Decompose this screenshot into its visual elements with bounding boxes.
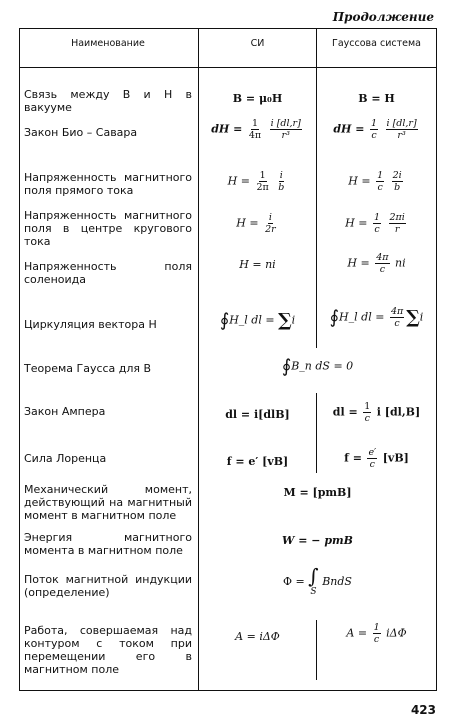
formula-si-13: A = iΔΦ <box>235 630 280 643</box>
numerator: 1 <box>373 622 380 633</box>
rhs: i [dl,B] <box>376 405 421 419</box>
formula-si-3 <box>199 170 316 193</box>
column-header-gauss: Гауссова система <box>332 38 421 49</box>
numerator: 4π <box>390 306 404 317</box>
row-name-1: Связь между B и H в вакууме <box>24 88 192 114</box>
contour-integral-icon: ∮ <box>329 307 340 328</box>
denominator: c <box>377 182 383 193</box>
numerator: 4π <box>376 252 389 263</box>
formula-si-1: B = μ₀H <box>232 92 283 105</box>
formula-gauss-5 <box>317 252 436 275</box>
table-left-rule <box>19 28 20 691</box>
numerator: i <box>279 170 283 181</box>
denominator: c <box>394 318 400 329</box>
table-top-rule <box>19 28 436 29</box>
running-header: Продолжение <box>332 10 434 24</box>
denominator: c <box>374 224 380 235</box>
denominator: r <box>394 224 400 235</box>
denominator: 4π <box>248 130 262 141</box>
row-name-13: Работа, совершаемая над контуром с током при перемещении его в магнитном поле <box>24 624 192 676</box>
table-header-rule <box>19 67 436 68</box>
row-name-12: Поток магнитной индукции (определение) <box>24 573 192 599</box>
denominator: b <box>394 182 401 193</box>
denominator: c <box>379 264 386 275</box>
row-name-11: Энергия магнитного момента в магнитном поле <box>24 531 192 557</box>
denominator: 2π <box>256 182 269 193</box>
denominator: c <box>369 459 375 470</box>
formula-12 <box>199 566 436 598</box>
table-right-rule <box>436 28 437 691</box>
lhs: dl = <box>332 405 358 419</box>
formula-10: M = [pmB] <box>283 486 352 499</box>
numerator: 1 <box>251 118 259 129</box>
numerator: e′ <box>368 447 377 458</box>
formula-7 <box>199 356 436 377</box>
formula-gauss-13 <box>317 622 436 645</box>
row-name-4: Напряженность магнитного поля в центре кругового тока <box>24 209 192 248</box>
lhs: H = <box>348 174 371 188</box>
row-name-10: Механический момент, действующий на магнитный момент в магнитном поле <box>24 483 192 522</box>
integrand: H_l dl = <box>229 313 275 327</box>
formula-gauss-4 <box>317 212 436 235</box>
formula-gauss-6 <box>317 306 436 329</box>
formula-si-4 <box>199 212 316 235</box>
lhs: H = <box>347 256 370 270</box>
numerator: 1 <box>377 170 384 181</box>
integral-icon: ∫ <box>308 564 319 588</box>
integrand: H_l dl = <box>339 310 385 324</box>
formula-11: W = − pmB <box>282 534 353 547</box>
formula-si-6 <box>199 310 316 331</box>
table-bottom-rule <box>19 690 436 691</box>
denominator: c <box>364 413 370 424</box>
integral-subscript: S <box>310 587 317 597</box>
formula-si-2 <box>199 118 316 141</box>
rhs: i <box>291 313 296 327</box>
row-name-7: Теорема Гаусса для B <box>24 362 152 375</box>
row-name-3: Напряженность магнитного поля прямого тока <box>24 171 192 197</box>
formula-si-5: H = ni <box>239 258 276 271</box>
formula-gauss-2 <box>317 118 436 141</box>
numerator: i <box>268 212 272 223</box>
numerator: 1 <box>364 401 371 412</box>
numerator: i [dl,r] <box>386 118 417 129</box>
numerator: 2πi <box>389 212 405 223</box>
row-name-5: Напряженность поля соленоида <box>24 260 192 286</box>
numerator: i [dl,r] <box>270 118 301 129</box>
contour-integral-icon: ∮ <box>219 310 230 331</box>
formula-gauss-9 <box>317 447 436 470</box>
lhs: dH = <box>333 122 365 136</box>
numerator: 1 <box>370 118 378 129</box>
numerator: 2i <box>392 170 402 181</box>
sum-icon: ∑ <box>278 310 292 331</box>
contour-integral-icon: ∮ <box>281 356 292 377</box>
denominator: r³ <box>281 130 290 141</box>
numerator: 1 <box>259 170 266 181</box>
rhs: ni <box>395 256 406 270</box>
lhs: H = <box>227 174 250 188</box>
sum-icon: ∑ <box>406 307 420 328</box>
row-name-6: Циркуляция вектора H <box>24 318 157 331</box>
rhs: iΔΦ <box>386 626 407 640</box>
formula-gauss-3 <box>317 170 436 193</box>
denominator: b <box>278 182 285 193</box>
formula-gauss-8 <box>317 401 436 424</box>
row-name-9: Сила Лоренца <box>24 452 107 465</box>
lhs: H = <box>236 216 259 230</box>
lhs: H = <box>345 216 368 230</box>
page-number: 423 <box>410 703 436 717</box>
rhs: i <box>419 310 424 324</box>
denominator: c <box>371 130 377 141</box>
denominator: c <box>373 634 380 645</box>
row-name-8: Закон Ампера <box>24 405 106 418</box>
column-header-name: Наименование <box>71 38 145 49</box>
lhs: dH = <box>211 122 243 136</box>
denominator: r³ <box>397 130 406 141</box>
column-header-si: СИ <box>250 38 265 49</box>
numerator: 1 <box>373 212 381 223</box>
lhs: f = <box>344 451 362 465</box>
denominator: 2r <box>265 224 276 235</box>
formula-si-8: dl = i[dlB] <box>225 408 290 421</box>
formula-si-9: f = e′ [vB] <box>226 455 289 468</box>
row-name-2: Закон Био – Савара <box>24 126 138 139</box>
rhs: BndS <box>322 575 352 588</box>
lhs: Φ = <box>283 575 305 588</box>
formula-gauss-1: B = H <box>358 92 395 105</box>
lhs: A = <box>346 626 368 640</box>
rhs: B_n dS = 0 <box>291 359 354 373</box>
rhs: [vB] <box>382 451 409 465</box>
